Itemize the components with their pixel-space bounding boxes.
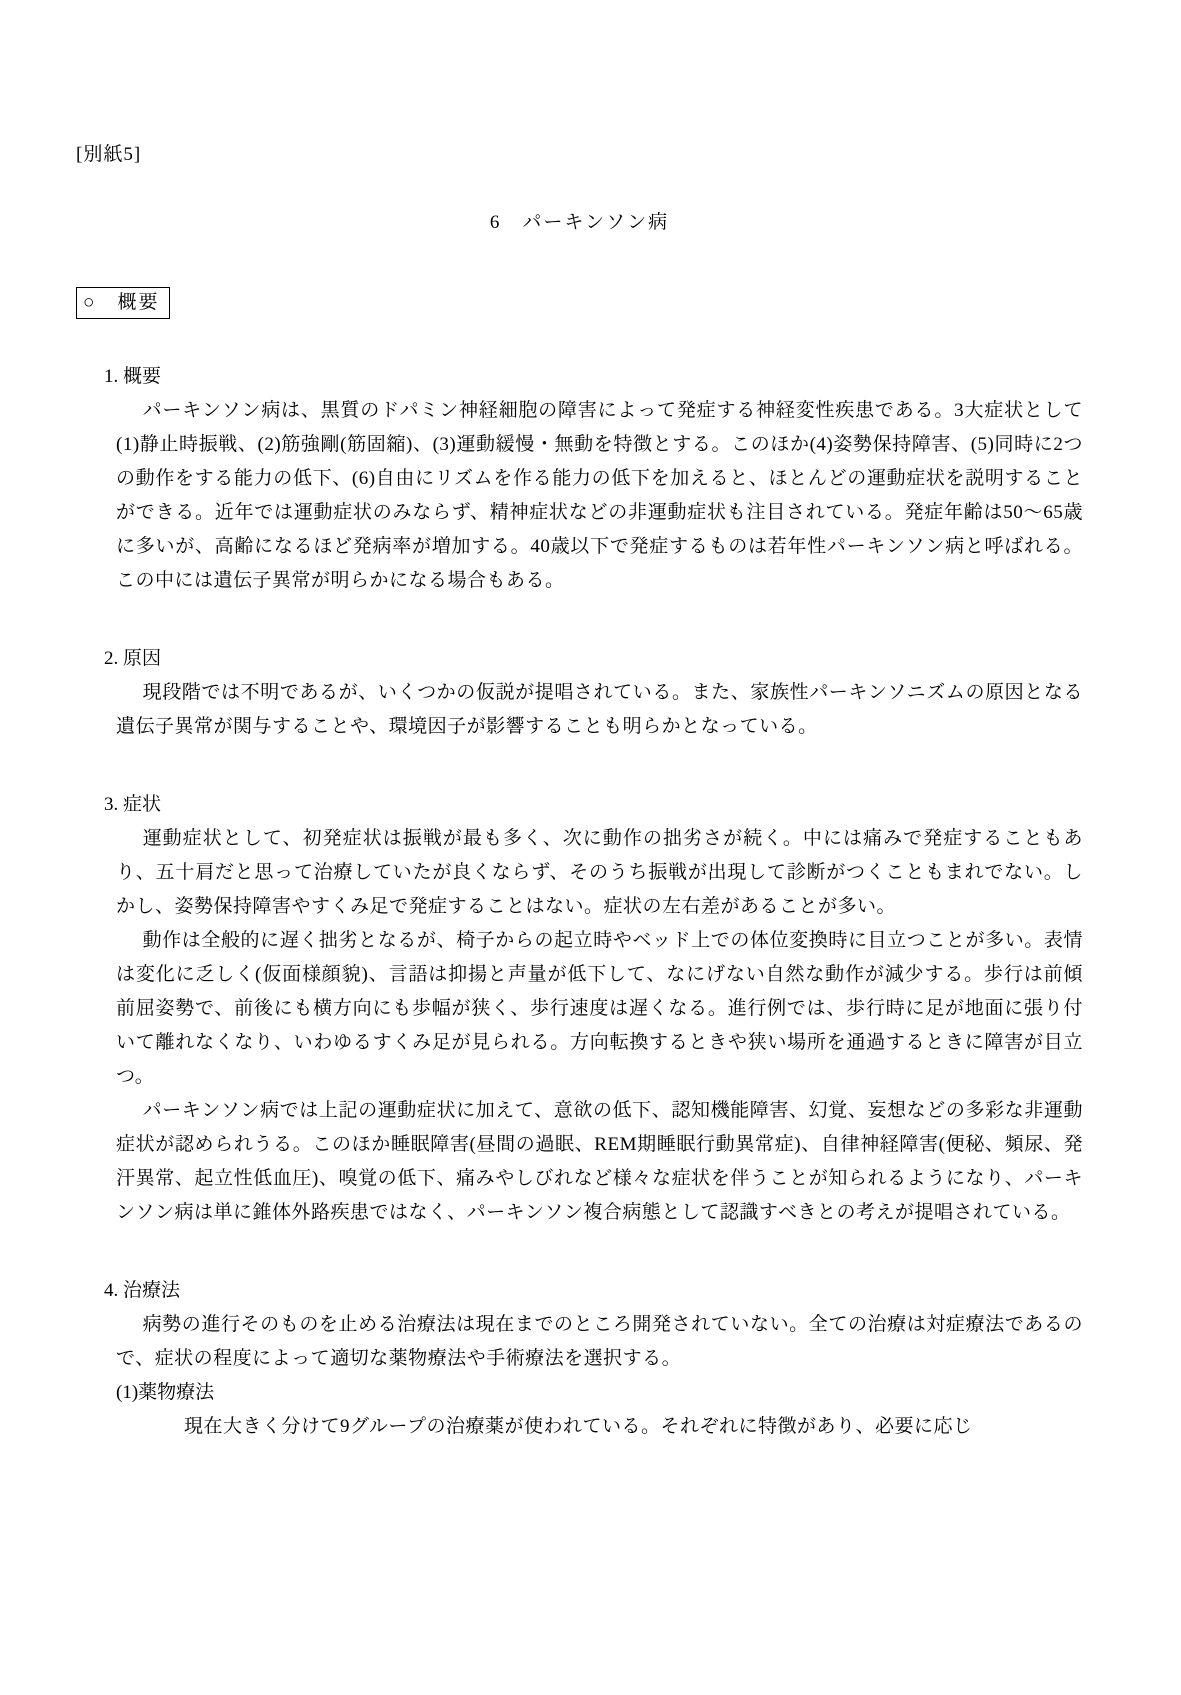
section-3-symptoms: [76, 788, 1083, 1230]
section-2-cause: [76, 642, 1083, 744]
section-3-paragraph-2: 動作は全般的に遅く拙劣となるが、椅子からの起立時やベッド上での体位変換時に目立つことが多い。表情は変化に乏しく(仮面様顔貌)、言語は抑揚と声量が低下して、なにげない自然な動作が減少する。歩行は前傾前屈姿勢で、前後にも横方向にも歩幅が狭く、歩行速度は遅くなる。進行例では、歩行時に足が地面に張り付いて離れなくなり、いわゆるすくみ足が見られる。方向転換するときや狭い場所を通過するときに障害が目立つ。: [116, 930, 1083, 1087]
overview-header-box: ○ 概要: [76, 287, 170, 319]
section-2-heading: 2. 原因: [104, 648, 162, 669]
section-3-heading: 3. 症状: [104, 794, 162, 815]
section-3-paragraph-3: パーキンソン病では上記の運動症状に加えて、意欲の低下、認知機能障害、幻覚、妄想などの多彩な非運動症状が認められうる。このほか睡眠障害(昼間の過眠、REM期睡眠行動異常症)、自律神経障害(便秘、頻尿、発汗異常、起立性低血圧)、嗅覚の低下、痛みやしびれなど様々な症状を伴うことが知られるようになり、パーキンソン病は単に錐体外路疾患ではなく、パーキンソン複合病態として認識すべきとの考えが提唱されている。: [116, 1100, 1083, 1223]
section-1-paragraph: パーキンソン病は、黒質のドパミン神経細胞の障害によって発症する神経変性疾患である。3大症状として(1)静止時振戦、(2)筋強剛(筋固縮)、(3)運動緩慢・無動を特徴とする。このほか(4)姿勢保持障害、(5)同時に2つの動作をする能力の低下、(6)自由にリズムを作る能力の低下を加えると、ほとんどの運動症状を説明することができる。近年では運動症状のみならず、精神症状などの非運動症状も注目されている。発症年齢は50〜65歳に多いが、高齢になるほど発病率が増加する。40歳以下で発症するものは若年性パーキンソン病と呼ばれる。この中には遺伝子異常が明らかになる場合もある。: [116, 400, 1083, 591]
subsection-drug-therapy-label: (1)薬物療法: [116, 1382, 215, 1403]
section-4-paragraph: 病勢の進行そのものを止める治療法は現在までのところ開発されていない。全ての治療は対症療法であるので、症状の程度によって適切な薬物療法や手術療法を選択する。: [116, 1314, 1083, 1369]
subsection-drug-therapy-paragraph: 現在大きく分けて9グループの治療薬が使われている。それぞれに特徴があり、必要に応じ: [184, 1416, 973, 1437]
attachment-label: [別紙5]: [76, 144, 142, 165]
section-4-treatment: [76, 1274, 1083, 1444]
section-1-heading: 1. 概要: [104, 366, 162, 387]
section-1-overview: [76, 360, 1083, 598]
document-title: 6 パーキンソン病: [489, 212, 670, 233]
section-4-heading: 4. 治療法: [104, 1280, 181, 1301]
section-3-paragraph-1: 運動症状として、初発症状は振戦が最も多く、次に動作の拙劣さが続く。中には痛みで発症することもあり、五十肩だと思って治療していたが良くならず、そのうち振戦が出現して診断がつくこともまれでない。しかし、姿勢保持障害やすくみ足で発症することはない。症状の左右差があることが多い。: [116, 828, 1083, 917]
overview-header-row: [76, 286, 1083, 320]
section-2-paragraph: 現段階では不明であるが、いくつかの仮説が提唱されている。また、家族性パーキンソニズムの原因となる遺伝子異常が関与することや、環境因子が影響することも明らかとなっている。: [116, 682, 1083, 737]
